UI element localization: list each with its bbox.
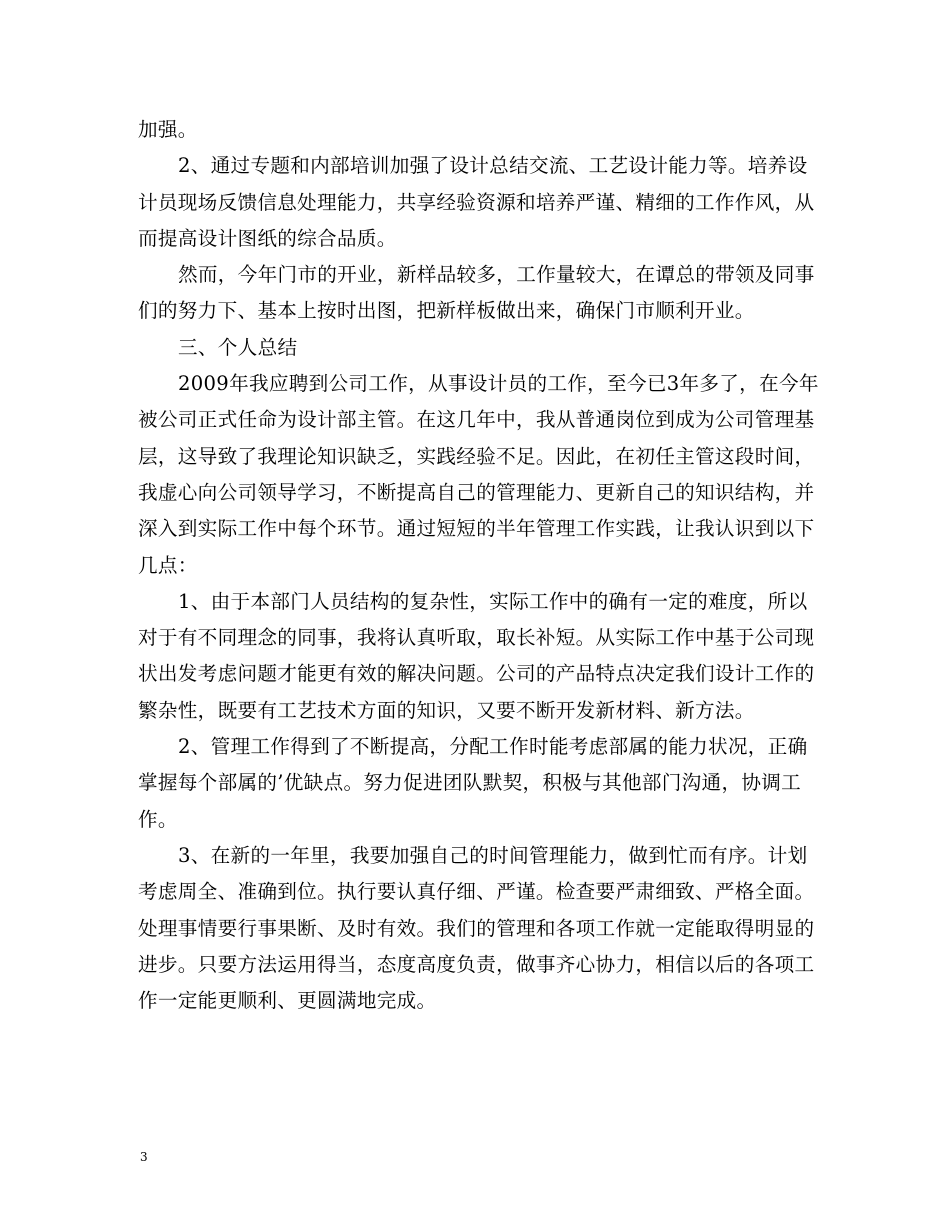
- page-number: 3: [140, 1150, 148, 1164]
- paragraph-training: 2、通过专题和内部培训加强了设计总结交流、工艺设计能力等。培养设计员现场反馈信息处理能力，共享经验资源和培养严谨、精细的工作作风，从而提高设计图纸的综合品质。: [138, 154, 815, 250]
- paragraph-store-opening: 然而，今年门市的开业，新样品较多，工作量较大，在谭总的带领及同事们的努力下、基本上按时出图，把新样板做出来，确保门市顺利开业。: [138, 263, 815, 323]
- section-heading-personal-summary: 三、个人总结: [178, 335, 298, 359]
- paragraph-personal-background: 2009年我应聘到公司工作，从事设计员的工作，至今已3年多了，在今年被公司正式任命为设计部主管。在这几年中，我从普通岗位到成为公司管理基层，这导致了我理论知识缺乏，实践经验不足。因此，在初任主管这段时间，我虚心向公司领导学习，不断提高自己的管理能力、更新自己的知识结构，并深入到实际工作中每个环节。通过短短的半年管理工作实践，让我认识到以下几点：: [138, 372, 819, 577]
- paragraph-point-3: 3、在新的一年里，我要加强自己的时间管理能力，做到忙而有序。计划考虑周全、准确到位。执行要认真仔细、严谨。检查要严肃细致、严格全面。处理事情要行事果断、及时有效。我们的管理和各项工作就一定能取得明显的进步。只要方法运用得当，态度高度负责，做事齐心协力，相信以后的各项工作一定能更顺利、更圆满地完成。: [138, 843, 815, 1013]
- paragraph-continuation: 加强。: [138, 118, 198, 141]
- paragraph-point-1: 1、由于本部门人员结构的复杂性，实际工作中的确有一定的难度，所以对于有不同理念的同事，我将认真听取，取长补短。从实际工作中基于公司现状出发考虑问题才能更有效的解决问题。公司的产品特点决定我们设计工作的繁杂性，既要有工艺技术方面的知识，又要不断开发新材料、新方法。: [138, 589, 815, 722]
- body-text: [138, 112, 826, 1019]
- paragraph-point-2: 2、管理工作得到了不断提高，分配工作时能考虑部属的能力状况，正确掌握每个部属的’优缺点。努力促进团队默契，积极与其他部门沟通，协调工作。: [138, 735, 808, 831]
